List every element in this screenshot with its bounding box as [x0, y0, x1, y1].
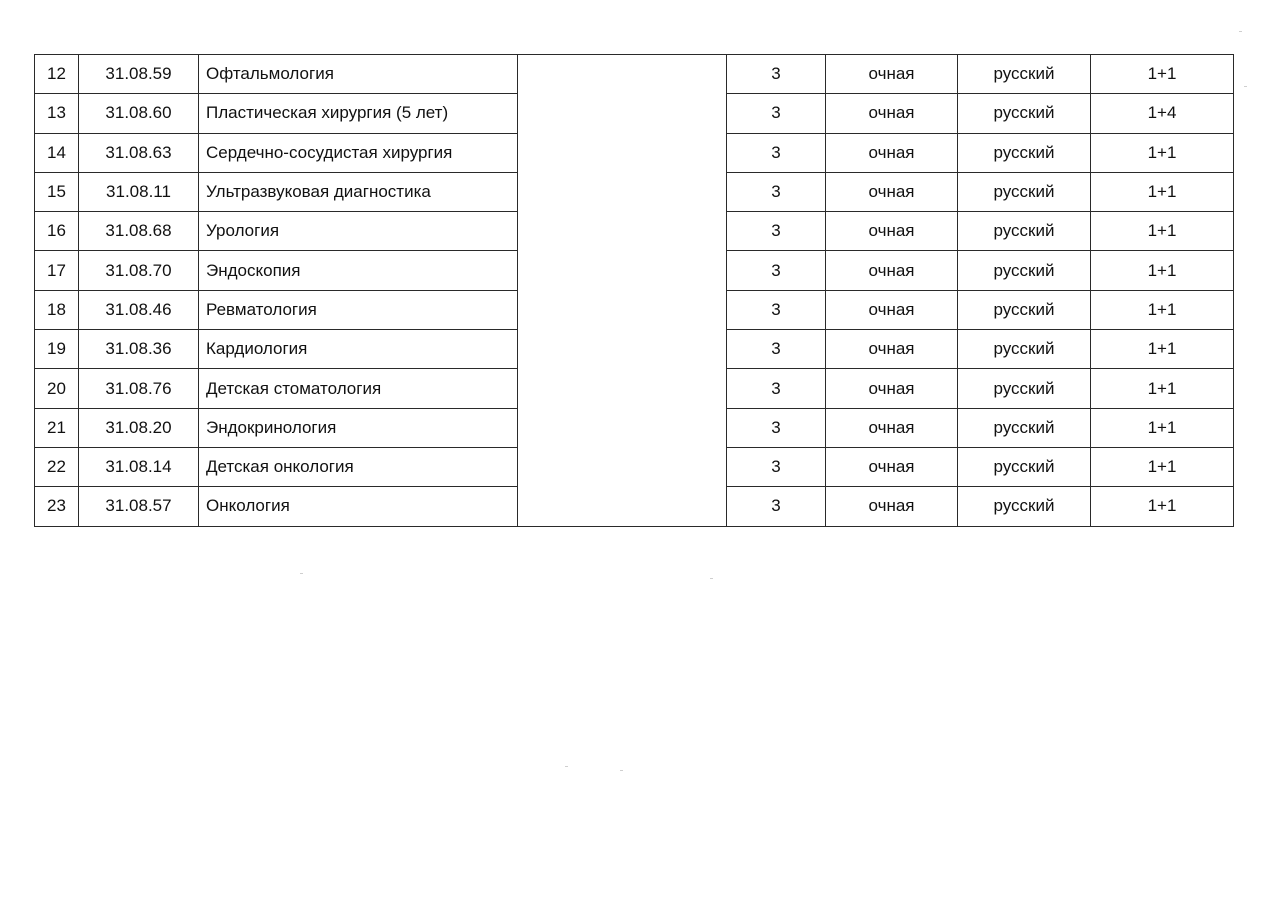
program-name: Детская стоматология [199, 369, 518, 408]
study-language: русский [958, 251, 1091, 290]
seat-count: 1+1 [1091, 290, 1234, 329]
program-code: 31.08.11 [79, 172, 199, 211]
study-language: русский [958, 447, 1091, 486]
row-number: 12 [35, 55, 79, 94]
study-duration: 3 [727, 290, 826, 329]
study-duration: 3 [727, 487, 826, 526]
seat-count: 1+1 [1091, 172, 1234, 211]
study-duration: 3 [727, 330, 826, 369]
study-language: русский [958, 330, 1091, 369]
seat-count: 1+1 [1091, 251, 1234, 290]
study-language: русский [958, 487, 1091, 526]
program-code: 31.08.63 [79, 133, 199, 172]
seat-count: 1+1 [1091, 447, 1234, 486]
program-code: 31.08.59 [79, 55, 199, 94]
study-language: русский [958, 408, 1091, 447]
study-language: русский [958, 212, 1091, 251]
study-form: очная [826, 172, 958, 211]
program-name: Ультразвуковая диагностика [199, 172, 518, 211]
scan-speck [1239, 31, 1242, 32]
study-language: русский [958, 172, 1091, 211]
study-duration: 3 [727, 172, 826, 211]
scan-speck [300, 573, 303, 574]
program-code: 31.08.68 [79, 212, 199, 251]
table-row [35, 55, 1234, 94]
program-code: 31.08.76 [79, 369, 199, 408]
study-duration: 3 [727, 55, 826, 94]
row-number: 17 [35, 251, 79, 290]
program-name: Офтальмология [199, 55, 518, 94]
seat-count: 1+1 [1091, 55, 1234, 94]
program-name: Урология [199, 212, 518, 251]
row-number: 22 [35, 447, 79, 486]
program-name: Детская онкология [199, 447, 518, 486]
study-duration: 3 [727, 212, 826, 251]
scan-speck [710, 578, 713, 579]
study-form: очная [826, 251, 958, 290]
program-name: Онкология [199, 487, 518, 526]
scan-speck [620, 770, 623, 771]
study-form: очная [826, 408, 958, 447]
seat-count: 1+1 [1091, 330, 1234, 369]
study-duration: 3 [727, 447, 826, 486]
row-number: 15 [35, 172, 79, 211]
row-number: 18 [35, 290, 79, 329]
programs-table-body [35, 55, 1234, 527]
study-duration: 3 [727, 408, 826, 447]
seat-count: 1+4 [1091, 94, 1234, 133]
program-code: 31.08.60 [79, 94, 199, 133]
seat-count: 1+1 [1091, 212, 1234, 251]
program-name: Эндокринология [199, 408, 518, 447]
programs-table [34, 54, 1234, 527]
row-number: 20 [35, 369, 79, 408]
study-form: очная [826, 290, 958, 329]
program-code: 31.08.14 [79, 447, 199, 486]
study-form: очная [826, 94, 958, 133]
program-name: Эндоскопия [199, 251, 518, 290]
program-name: Кардиология [199, 330, 518, 369]
row-number: 23 [35, 487, 79, 526]
seat-count: 1+1 [1091, 133, 1234, 172]
row-number: 19 [35, 330, 79, 369]
merged-empty-cell [518, 55, 727, 527]
study-language: русский [958, 290, 1091, 329]
scan-speck [1244, 86, 1247, 87]
study-form: очная [826, 369, 958, 408]
study-language: русский [958, 94, 1091, 133]
seat-count: 1+1 [1091, 369, 1234, 408]
row-number: 13 [35, 94, 79, 133]
program-code: 31.08.57 [79, 487, 199, 526]
row-number: 14 [35, 133, 79, 172]
scan-speck [565, 766, 568, 767]
program-name: Ревматология [199, 290, 518, 329]
program-name: Пластическая хирургия (5 лет) [199, 94, 518, 133]
program-code: 31.08.36 [79, 330, 199, 369]
study-form: очная [826, 330, 958, 369]
study-duration: 3 [727, 251, 826, 290]
program-code: 31.08.46 [79, 290, 199, 329]
row-number: 16 [35, 212, 79, 251]
row-number: 21 [35, 408, 79, 447]
program-code: 31.08.20 [79, 408, 199, 447]
study-form: очная [826, 212, 958, 251]
study-duration: 3 [727, 133, 826, 172]
study-language: русский [958, 55, 1091, 94]
study-duration: 3 [727, 94, 826, 133]
study-form: очная [826, 55, 958, 94]
program-code: 31.08.70 [79, 251, 199, 290]
seat-count: 1+1 [1091, 487, 1234, 526]
study-language: русский [958, 369, 1091, 408]
study-form: очная [826, 133, 958, 172]
study-language: русский [958, 133, 1091, 172]
study-form: очная [826, 447, 958, 486]
study-form: очная [826, 487, 958, 526]
study-duration: 3 [727, 369, 826, 408]
seat-count: 1+1 [1091, 408, 1234, 447]
program-name: Сердечно-сосудистая хирургия [199, 133, 518, 172]
